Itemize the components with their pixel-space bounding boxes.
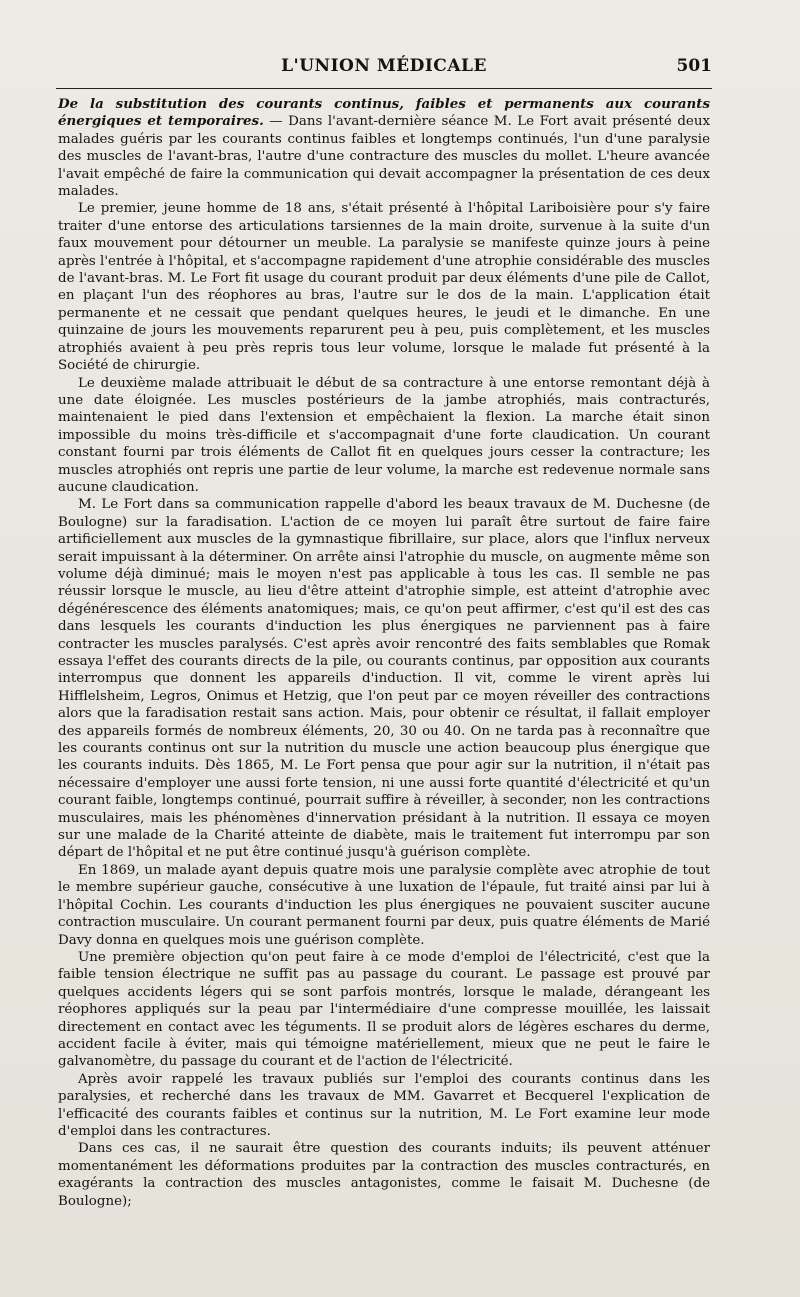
paragraph-4: M. Le Fort dans sa communication rappelle d'abord les beaux travaux de M. Duchesne (de Boulogne) sur la faradisation. L'action de ce moyen lui paraît être surtout de faire faire artificiellement aux muscles de la gymnastique fibrillaire, sur place, alors que l'influx nerveux serait impuissant à la déterminer. On arrête ainsi l'atrophie du muscle, on augmente même son volume déjà diminué; mais le moyen n'est pas applicable à tous les cas. Il semble ne pas réussir lorsque le muscle, au lieu d'être atteint d'atrophie simple, est atteint d'atrophie avec dégénérescence des éléments anatomiques; mais, ce qu'on peut affirmer, c'est qu'il est des cas dans lesquels les courants d'induction les plus énergiques ne parviennent pas à faire contracter les muscles paralysés. C'est après avoir rencontré des faits semblables que Romak essaya l'effet des courants directs de la pile, ou courants continus, par opposition aux courants interrompus que donnent les appareils d'induction. Il vit, comme le virent après lui Hifflelsheim, Legros, Onimus et Hetzig, que l'on peut par ce moyen réveiller des contractions alors que la faradisation restait sans action. Mais, pour obtenir ce résultat, il fallait employer des appareils formés de nombreux éléments, 20, 30 ou 40. On ne tarda pas à reconnaître que les courants continus ont sur la nutrition du muscle une action beaucoup plus énergique que les courants induits. Dès 1865, M. Le Fort pensa que pour agir sur la nutrition, il n'était pas nécessaire d'employer une aussi forte tension, ni une aussi forte quantité d'électricité et qu'un courant faible, longtemps continué, pourrait suffire à réveiller, à seconder, non les contractions musculaires, mais les phénomènes d'innervation présidant à la nutrition. Il essaya ce moyen sur une malade de la Charité atteinte de diabète, mais le traitement fut interrompu par son départ de l'hôpital et ne put être continué jusqu'à guérison complète. — [58, 497, 710, 861]
journal-title: L'UNION MÉDICALE — [281, 56, 487, 76]
article-body — [58, 96, 710, 1210]
paragraph-7: Après avoir rappelé les travaux publiés sur l'emploi des courants continus dans les paralysies, et recherché dans les travaux de MM. Gavarret et Becquerel l'explication de l'efficacité des courants faibles et continus sur la nutrition, M. Le Fort examine leur mode d'emploi dans les contractures. — [58, 1071, 710, 1139]
header-rule — [56, 88, 712, 89]
article-heading: De la substitution des courants continus, faibles et permanents aux courants énergiques et temporaires. — [58, 96, 710, 130]
paragraph-1 — [58, 96, 710, 200]
paragraph-3: Le deuxième malade attribuait le début de sa contracture à une entorse remontant déjà à une date éloignée. Les muscles postérieurs de la jambe atrophiés, mais contracturés, maintenaient le pied dans l'extension et empêchaient la flexion. La marche était sinon impossible du moins très-difficile et s'accompagnait d'une forte claudication. Un courant constant fourni par trois éléments de Callot fit en quelques jours cesser la contracture; les muscles atrophiés ont repris une partie de leur volume, la marche est redevenue normale sans aucune claudication. — [58, 375, 710, 495]
paragraph-6: Une première objection qu'on peut faire à ce mode d'emploi de l'électricité, c'est que la faible tension électrique ne suffit pas au passage du courant. Le passage est prouvé par quelques accidents légers qui se sont parfois montrés, lorsque le malade, dérangeant les réophores appliqués sur la peau par l'intermédiaire d'une compresse mouillée, les laissait directement en contact avec les téguments. Il se produit alors de légères eschares du derme, accident facile à éviter, mais qui témoigne matériellement, mieux que ne peut le faire le galvanomètre, du passage du courant et de l'action de l'électricité. — [58, 949, 710, 1070]
paragraph-5: En 1869, un malade ayant depuis quatre mois une paralysie complète avec atrophie de tout le membre supérieur gauche, consécutive à une luxation de l'épaule, fut traité ainsi par lui à l'hôpital Cochin. Les courants d'induction les plus énergiques ne pouvaient susciter aucune contraction musculaire. Un courant permanent fourni par deux, puis quatre éléments de Marié Davy donna en quelques mois une guérison complète. — [58, 862, 710, 948]
paragraph-2: Le premier, jeune homme de 18 ans, s'était présenté à l'hôpital Lariboisière pour s'y faire traiter d'une entorse des articulations tarsiennes de la main droite, survenue à la suite d'un faux mouvement pour détourner un meuble. La paralysie se manifeste quinze jours à peine après l'entrée à l'hôpital, et s'accompagne rapidement d'une atrophie considérable des muscles de l'avant-bras. M. Le Fort fit usage du courant produit par deux éléments d'une pile de Callot, en plaçant l'un des réophores au bras, l'autre sur le dos de la main. L'application était permanente et ne cessait que pendant quelques heures, le jeudi et le dimanche. En une quinzaine de jours les mouvements reparurent peu à peu, puis complètement, et les muscles atrophiés avaient à peu près repris tous leur volume, lorsque le malade fut présenté à la Société de chirurgie. — [58, 201, 710, 374]
page-header — [56, 56, 712, 84]
paragraph-8: Dans ces cas, il ne saurait être question des courants induits; ils peuvent atténuer momentanément les déformations produites par la contraction des muscles contracturés, en exagérants la contraction des muscles antagonistes, comme le faisait M. Duchesne (de Boulogne); — [58, 1141, 710, 1209]
page-number: 501 — [676, 56, 712, 76]
paragraph-1-text: — Dans l'avant-dernière séance M. Le Fort avait présenté deux malades guéris par les courants continus faibles et longtemps continués, l'un d'une paralysie des muscles de l'avant-bras, l'autre d'une contracture des muscles du mollet. L'heure avancée l'avait empêché de faire la communication qui devait accompagner la présentation de ces deux malades. — [58, 114, 710, 200]
